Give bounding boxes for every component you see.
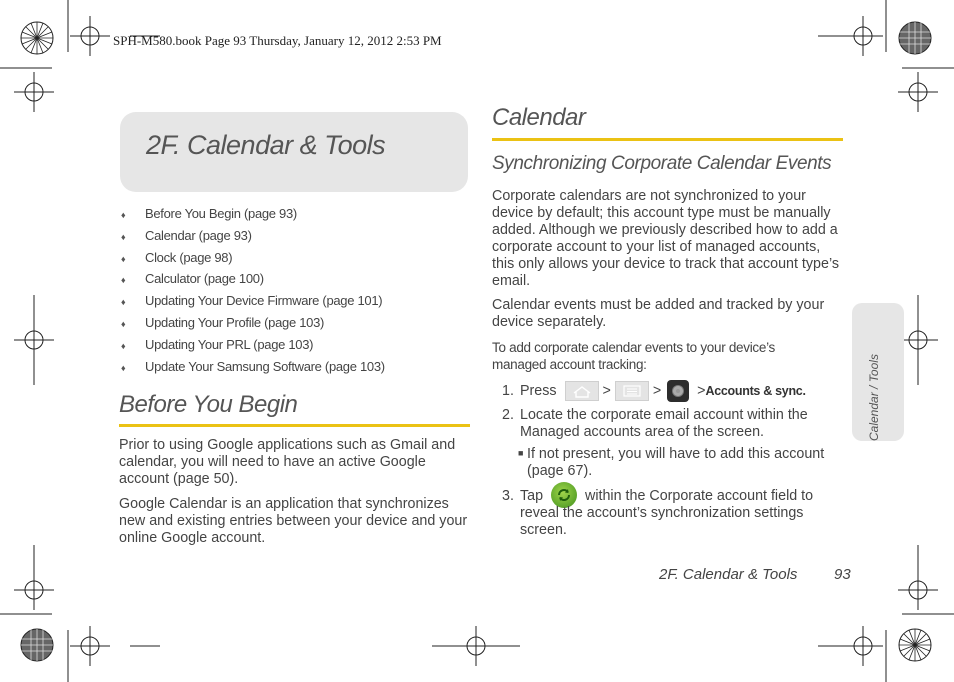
star-target-mark <box>21 22 53 54</box>
crosshair-mark <box>70 626 110 666</box>
step-2-text: Locate the corporate email account within the Managed accounts area of the screen. <box>520 407 808 440</box>
toc-item[interactable] <box>118 293 385 315</box>
menu-key-icon <box>615 381 649 401</box>
square-bullet-icon: ■ <box>518 448 524 458</box>
step-number: 3. <box>502 488 514 504</box>
chapter-title: 2F. Calendar & Tools <box>146 130 386 160</box>
crosshair-mark <box>14 570 54 610</box>
step-1-separator: > <box>697 382 706 399</box>
crosshair-mark <box>14 72 54 112</box>
toc-item-label: Updating Your PRL (page 103) <box>145 336 314 352</box>
before-you-begin-paragraph-2: Google Calendar is an application that synchronizes new and existing entries between your device and your online Google account. <box>119 496 468 546</box>
toc-item[interactable] <box>118 228 385 250</box>
step-number: 2. <box>502 407 514 423</box>
before-you-begin-heading: Before You Begin <box>119 391 298 418</box>
grid-target-mark <box>899 22 931 54</box>
crosshair-mark <box>70 16 110 56</box>
diamond-bullet-icon: ♦ <box>121 275 126 286</box>
diamond-bullet-icon: ♦ <box>121 318 126 329</box>
step-1-separator: > <box>652 382 662 399</box>
toc-item-label: Before You Begin (page 93) <box>145 206 297 221</box>
diamond-bullet-icon: ♦ <box>121 297 126 308</box>
toc-item-label: Update Your Samsung Software (page 103) <box>145 358 385 374</box>
step-3-tap: Tap <box>520 488 544 504</box>
before-you-begin-paragraph-1: Prior to using Google applications such as Gmail and calendar, you will need to have an active Google account (page 50). <box>119 437 456 487</box>
diamond-bullet-icon: ♦ <box>121 231 126 242</box>
crosshair-mark <box>898 320 938 360</box>
toc-item[interactable] <box>118 206 385 228</box>
crosshair-mark <box>898 72 938 112</box>
calendar-subheading: Synchronizing Corporate Calendar Events <box>492 153 832 174</box>
crosshair-mark <box>898 570 938 610</box>
page-number: 93 <box>834 566 851 583</box>
footer-section-label: 2F. Calendar & Tools <box>659 566 798 583</box>
crosshair-mark <box>14 320 54 360</box>
toc-item[interactable] <box>118 337 385 359</box>
diamond-bullet-icon: ♦ <box>121 340 126 351</box>
grid-target-mark <box>21 629 53 661</box>
chapter-toc <box>118 206 385 380</box>
side-tab-label: Calendar / Tools <box>867 354 881 441</box>
toc-item-label: Calendar (page 93) <box>145 227 252 243</box>
diamond-bullet-icon: ♦ <box>121 210 126 220</box>
crosshair-mark <box>843 16 883 56</box>
step-1-separator: > <box>602 382 611 399</box>
calendar-heading: Calendar <box>492 104 586 131</box>
star-target-mark <box>899 629 931 661</box>
step-1-press: Press <box>520 382 557 399</box>
step-1 <box>520 380 806 402</box>
diamond-bullet-icon: ♦ <box>121 362 126 373</box>
accounts-sync-label: Accounts & sync. <box>705 383 806 398</box>
section-rule <box>492 138 843 141</box>
toc-item-label: Updating Your Device Firmware (page 101) <box>145 293 383 309</box>
toc-item-label: Calculator (page 100) <box>145 271 264 287</box>
section-rule <box>119 424 470 427</box>
calendar-paragraph-2: Calendar events must be added and tracked by your device separately. <box>492 297 825 330</box>
print-header: SPH-M580.book Page 93 Thursday, January 12, 2012 2:53 PM <box>113 33 442 48</box>
toc-item[interactable] <box>118 250 385 272</box>
step-number: 1. <box>502 383 514 399</box>
toc-item-label: Updating Your Profile (page 103) <box>145 314 325 330</box>
calendar-paragraph-1: Corporate calendars are not synchronized to your device by default; this account type must be manually added. Although we previously described how to add a corporate account to your list of managed accounts, this only allows your device to track that account type’s email. <box>492 188 840 289</box>
toc-item-label: Clock (page 98) <box>145 249 233 265</box>
diamond-bullet-icon: ♦ <box>121 253 126 264</box>
toc-item[interactable] <box>118 359 385 381</box>
step-2-bullet: If not present, you will have to add this account (page 67). <box>527 446 825 479</box>
toc-item[interactable] <box>118 315 385 337</box>
home-key-icon <box>565 381 599 401</box>
toc-item[interactable] <box>118 271 385 293</box>
calendar-steps-lead: To add corporate calendar events to your device’s managed account tracking: <box>492 340 775 372</box>
step-3-text: within the Corporate account field to reveal the account’s synchronization settings screen. <box>520 488 814 538</box>
settings-gear-icon <box>667 380 689 402</box>
crosshair-mark <box>843 626 883 666</box>
crosshair-mark <box>456 626 496 666</box>
